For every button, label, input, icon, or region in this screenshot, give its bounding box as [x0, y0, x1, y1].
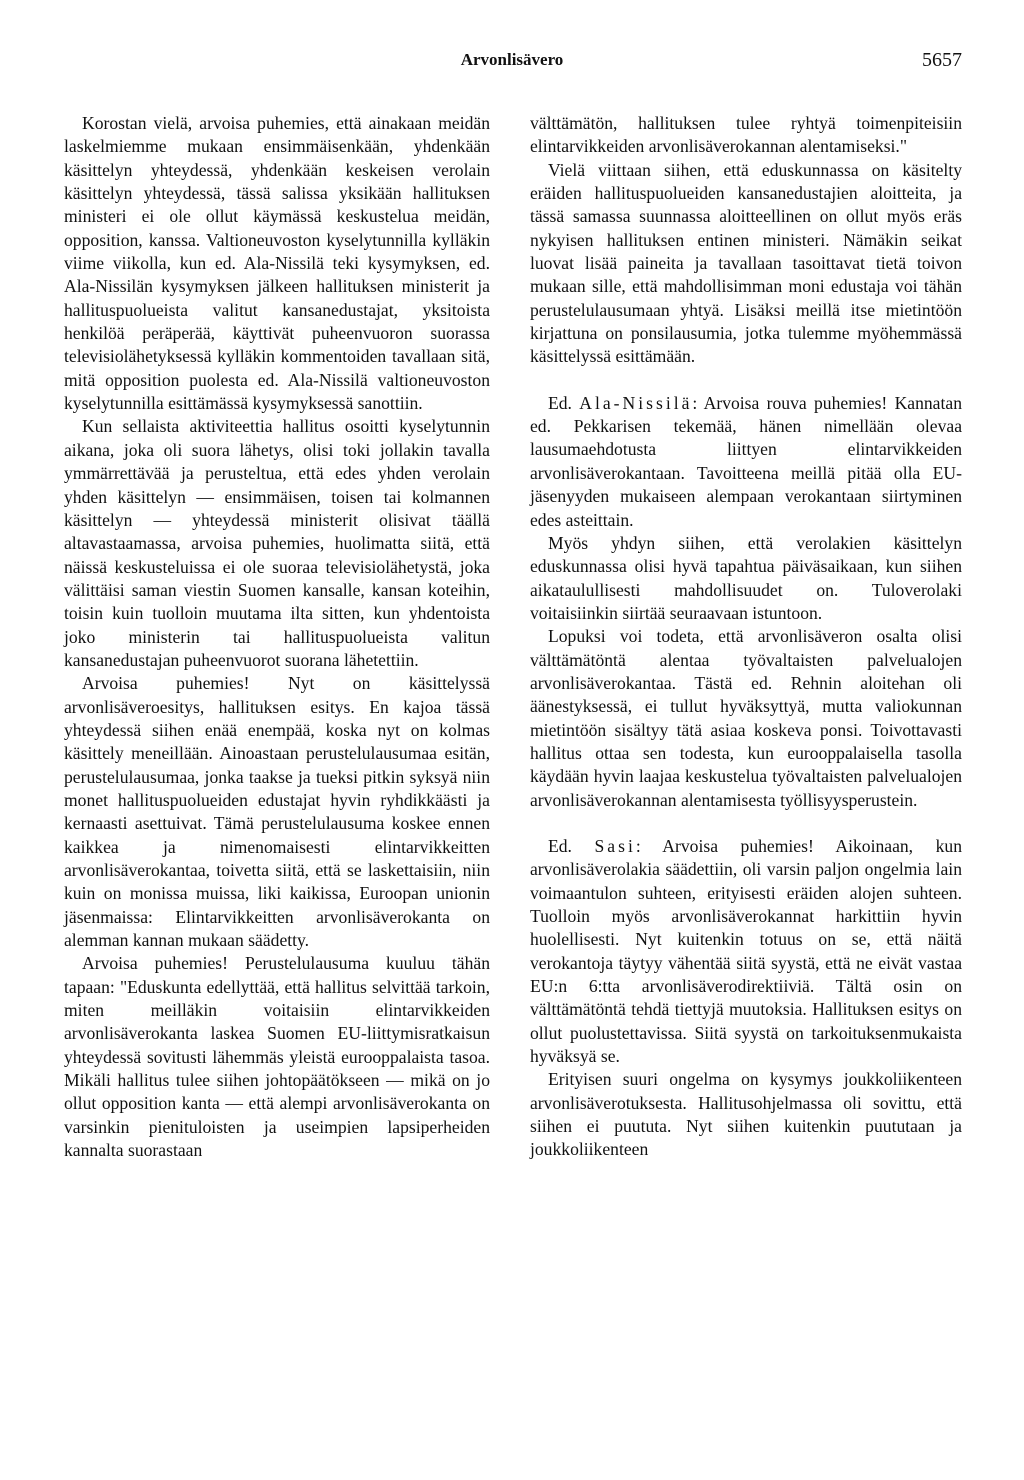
page-number: 5657: [922, 49, 962, 71]
paragraph: Vielä viittaan siihen, että eduskunnassa on käsitelty eräiden hallituspuolueiden kansanedustajien aloitteita, ja tässä samassa suunnassa aloitteellinen on ollut myös eräs nykyisen hallituksen entinen ministeri. Nämäkin seikat luovat lisää paineita ja tavallaan tasoittavat tietä toivon mukaan sille, että mahdollisimman moni edustaja voi tähän perustelulausumaan yhtyä. Lisäksi meillä itse mietintöön kirjattuna on ponsilausumia, jotka tulemme myöhemmässä käsittelyssä esittämään.: [530, 159, 962, 367]
right-column: [530, 112, 962, 1162]
speaker-name: Ala-Nissilä: [579, 392, 693, 413]
speech-ala-nissila: [530, 392, 962, 532]
paragraph: Lopuksi voi todeta, että arvonlisäveron osalta olisi välttämätöntä alentaa työvaltaisten palvelualojen arvonlisäverokantaa. Tästä ed. Rehnin aloitehan oli äänestyksessä, ei tullut hyväksyttyä, mutta valiokunnan mietintöön sisältyy tätä asiaa koskeva ponsi. Toivottavasti hallitus ottaa sen todesta, kun eurooppalaisella tasolla käydään hyvin laajaa keskustelua työvaltaisten palvelualojen arvonlisäverokannan alentamisesta työllisyysperustein.: [530, 626, 962, 810]
speech-text: : Arvoisa puhemies! Aikoinaan, kun arvonlisäverolakia säädettiin, oli varsin paljon ongelmia lain voimaantulon suhteen, erityisesti eräiden alojen suhteen. Tuolloin myös arvonlisäverokannat harkittiin hyvin huolellisesti. Nyt kuitenkin totuus on se, että näitä verokantoja täytyy vähentää siitä syystä, että ne eivät vastaa EU:n 6:tta arvonlisäverodirektiiviä. Tältä osin on välttämätöntä tehdä tiettyjä muutoksia. Hallituksen esitys on ollut puolustettavissa. Siitä syystä on tarkoituksenmukaista hyväksyä se.: [530, 835, 962, 1067]
paragraph: Erityisen suuri ongelma on kysymys joukkoliikenteen arvonlisäverotuksesta. Hallitusohjelmassa oli sovittu, että siihen ei puututa. Nyt siihen kuitenkin puututaan ja joukkoliikenteen: [530, 1069, 962, 1160]
left-column: [64, 112, 490, 1162]
paragraph: Korostan vielä, arvoisa puhemies, että ainakaan meidän laskelmiemme mukaan ensimmäisenkään, yhdenkään käsittelyn yhteydessä, yhdenkään keskeisen verolain käsittelyn yhteydessä, tässä salissa yksikään hallituksen ministeri ei ole ollut käymässä keskustelua meidän, opposition, kanssa. Valtioneuvoston kyselytunnilla kylläkin viime viikolla, kun ed. Ala-Nissilä teki kysymyksen, ed. Ala-Nissilän kysymyksen jälkeen hallituksen ministerit ja hallituspuolueista valitut kansanedustajat, yksitoista henkilöä peräperää, käyttivät puheenvuoron suorassa televisiolähetyksessä kylläkin kommentoiden tavallaan sitä, mitä opposition puolesta ed. Ala-Nissilä valtioneuvoston kyselytunnilla esittämässä kysymyksessä sanottiin.: [64, 113, 490, 414]
running-header: [0, 50, 1024, 76]
speech-text: : Arvoisa rouva puhemies! Kannatan ed. Pekkarisen tekemää, hänen nimellään olevaa lausumaehdotusta liittyen elintarvikkeiden arvonlisäverokantaan. Tavoitteena meillä pitää olla EU-jäsenyyden mukaiseen alempaan verokantaan siirtyminen edes asteittain.: [530, 392, 962, 530]
running-title: Arvonlisävero: [460, 50, 564, 69]
paragraph-continuation: välttämätön, hallituksen tulee ryhtyä toimenpiteisiin elintarvikkeiden arvonlisäverokannan alentamiseksi.": [530, 113, 962, 157]
speaker-prefix: Ed.: [548, 835, 572, 856]
speech-sasi: [530, 835, 962, 1068]
speaker-prefix: Ed.: [548, 392, 572, 413]
paragraph: Arvoisa puhemies! Nyt on käsittelyssä arvonlisäveroesitys, hallituksen esitys. En kajoa tässä yhteydessä siihen enää enempää, koska nyt on kolmas käsittely meneillään. Ainoastaan perustelulausumaa esitän, perustelulausumaa, jonka taakse ja tueksi pitkin syksyä niin monet hallituspuolueiden edustajat hyvin ryhdikkäästi ja kernaasti asettuivat. Tämä perustelulausuma koskee ennen kaikkea ja nimenomaisesti elintarvikkeitten arvonlisäverokantaa, toivetta siitä, että se laskettaisiin, niin kuin on monissa muissa, liki kaikissa, Euroopan unionin jäsenmaissa: Elintarvikkeitten arvonlisäverokanta on alemman kannan mukaan säädetty.: [64, 673, 490, 951]
paragraph: Myös yhdyn siihen, että verolakien käsittelyn eduskunnassa olisi hyvä tapahtua päiväsaikaan, kun siihen aikataulullisesti mahdollisuudet on. Tuloverolaki voitaisiinkin siirtää seuraavaan istuntoon.: [530, 532, 962, 623]
speaker-name: Sasi: [594, 835, 636, 856]
paragraph: Kun sellaista aktiviteettia hallitus osoitti kyselytunnin aikana, joka oli suora lähetys, olisi toki jollakin tavalla ymmärrettävää ja perusteltua, että edes yhden verolain yhden käsittelyn — ensimmäisen, toisen tai kolmannen käsittelyn — yhteydessä ministerit olisivat täällä altavastaamassa, arvoisa puhemies, huolimatta siitä, että näissä keskusteluissa ei ole suoraa televisiolähetystä, joka välittäisi saman viestin Suomen kansalle, kansan koteihin, toisin kuin tuolloin muutama ilta sitten, kun yhdentoista joko ministerin tai hallituspuolueista valitun kansanedustajan puheenvuorot suorana lähetettiin.: [64, 416, 490, 670]
paragraph: Arvoisa puhemies! Perustelulausuma kuuluu tähän tapaan: "Eduskunta edellyttää, että hallitus selvittää tarkoin, miten meilläkin voitaisiin elintarvikkeiden arvonlisäverokanta laskea Suomen EU-liittymisratkaisun yhteydessä sovitusti lähemmäs yleistä eurooppalaista tasoa. Mikäli hallitus tulee siihen johtopäätökseen — mikä on jo ollut opposition kanta — että alempi arvonlisäverokanta on varsinkin pienituloisten ja useimpien lapsiperheiden kannalta suorastaan: [64, 953, 490, 1161]
